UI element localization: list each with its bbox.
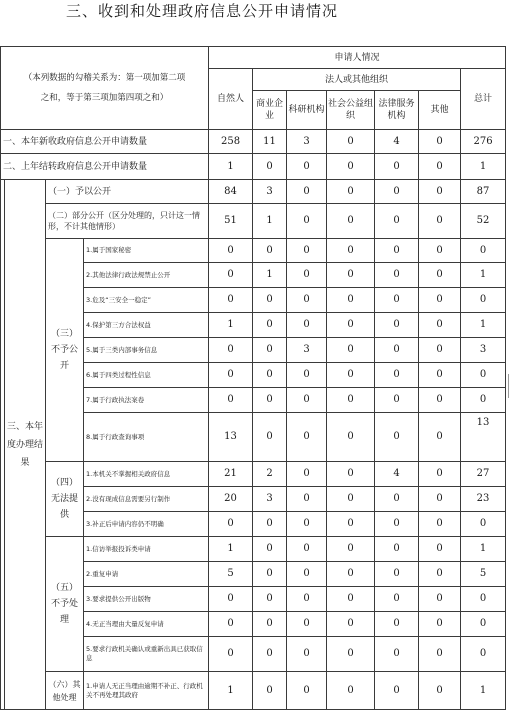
cell-value: 0: [327, 413, 375, 462]
cell-value: 0: [375, 512, 419, 537]
cell-value: 2: [253, 462, 287, 487]
cell-value: 0: [327, 637, 375, 672]
cell-value: 0: [327, 462, 375, 487]
cell-value: 0: [287, 612, 327, 637]
header-col-other: 其他: [419, 91, 461, 130]
cell-value: 0: [253, 154, 287, 180]
cell-value: 0: [461, 587, 506, 612]
cell-value: 1: [209, 537, 253, 562]
cell-value: 0: [461, 388, 506, 413]
cell-value: 0: [375, 487, 419, 512]
table-row: [1, 154, 506, 180]
item-label: 7.属于行政执法案卷: [84, 388, 209, 413]
cell-value: 0: [375, 363, 419, 388]
cell-value: 0: [419, 487, 461, 512]
cell-value: 0: [253, 512, 287, 537]
cell-value: 0: [419, 587, 461, 612]
cell-value: 3: [253, 180, 287, 204]
cell-value: 0: [419, 462, 461, 487]
cell-value: 0: [253, 338, 287, 363]
cell-value: 1: [209, 154, 253, 180]
cell-value: 0: [327, 239, 375, 263]
cell-value: 0: [419, 180, 461, 204]
cell-value: 0: [375, 413, 419, 462]
cell-value: 0: [209, 388, 253, 413]
cell-value: 0: [287, 637, 327, 672]
cell-value: 0: [375, 154, 419, 180]
cell-value: 27: [461, 462, 506, 487]
cell-value: 0: [327, 338, 375, 363]
cell-value: 0: [287, 180, 327, 204]
cell-value: 0: [287, 363, 327, 388]
cell-value: 0: [375, 612, 419, 637]
cell-value: 0: [419, 363, 461, 388]
cell-value: 1: [209, 672, 253, 710]
header-hint: [1, 47, 209, 130]
cell-value: 0: [209, 612, 253, 637]
cell-value: 0: [419, 637, 461, 672]
cell-value: 20: [209, 487, 253, 512]
cell-value: 0: [375, 388, 419, 413]
cell-value: 0: [327, 487, 375, 512]
cell-value: 0: [287, 413, 327, 462]
cell-value: 5: [461, 562, 506, 587]
cell-value: 0: [419, 288, 461, 313]
item-label: 4.保护第三方合法权益: [84, 313, 209, 338]
header-col-business: 商业企业: [253, 91, 287, 130]
cell-value: 0: [461, 288, 506, 313]
cell-value: 0: [253, 388, 287, 413]
cell-value: 0: [419, 512, 461, 537]
cell-value: 5: [209, 562, 253, 587]
cell-value: 0: [327, 263, 375, 288]
cell-value: 0: [419, 239, 461, 263]
cell-value: 11: [253, 130, 287, 154]
cell-value: 0: [253, 239, 287, 263]
cell-value: 0: [419, 263, 461, 288]
cell-value: 0: [461, 512, 506, 537]
cell-value: 0: [375, 180, 419, 204]
cell-value: 0: [287, 512, 327, 537]
item-label: 1.本机关不掌握相关政府信息: [84, 462, 209, 487]
cell-value: 0: [287, 672, 327, 710]
cell-value: 0: [209, 512, 253, 537]
cell-value: 4: [375, 462, 419, 487]
header-hint-line1: （本列数据的勾稽关系为：第一项加第二项: [23, 73, 186, 83]
cell-value: 0: [253, 313, 287, 338]
item-label: 4.无正当理由大量反复申请: [84, 612, 209, 637]
item-label: 1.申请人无正当理由逾期不补正、行政机关不再处理其政府: [84, 672, 209, 710]
table-row: [1, 537, 506, 562]
header-col-research: 科研机构: [287, 91, 327, 130]
group-4-label: （四）无法提供: [46, 462, 84, 537]
cell-value: 0: [375, 313, 419, 338]
cell-value: 51: [209, 204, 253, 239]
cell-value: 1: [461, 313, 506, 338]
cell-value: 0: [287, 587, 327, 612]
cell-value: 0: [253, 637, 287, 672]
cell-value: 1: [461, 263, 506, 288]
cell-value: 0: [461, 239, 506, 263]
cell-value: 0: [253, 537, 287, 562]
cell-value: 1: [461, 537, 506, 562]
cell-value: 0: [419, 388, 461, 413]
cell-value: 21: [209, 462, 253, 487]
cell-value: 0: [375, 239, 419, 263]
table-row: [1, 204, 506, 239]
cell-value: 0: [327, 562, 375, 587]
cell-value: 0: [253, 363, 287, 388]
cell-value: 0: [419, 154, 461, 180]
cell-value: 4: [375, 130, 419, 154]
cell-value: 0: [287, 313, 327, 338]
page-edge-mark: [508, 374, 512, 398]
cell-value: 0: [327, 587, 375, 612]
cell-value: 0: [419, 672, 461, 710]
cell-value: 0: [327, 288, 375, 313]
cell-value: 0: [419, 313, 461, 338]
cell-value: 0: [327, 388, 375, 413]
item-label: 3.危及“三安全一稳定”: [84, 288, 209, 313]
table-row: [1, 462, 506, 487]
cell-value: 0: [375, 288, 419, 313]
header-legal-entity: 法人或其他组织: [253, 69, 461, 91]
cell-value: 0: [419, 562, 461, 587]
group-3-label: （三）不予公开: [46, 239, 84, 462]
cell-value: 1: [253, 263, 287, 288]
cell-value: 1: [209, 313, 253, 338]
cell-value: 276: [461, 130, 506, 154]
cell-value: 0: [287, 263, 327, 288]
cell-value: 3: [287, 338, 327, 363]
cell-value: 3: [253, 487, 287, 512]
group-6-label: （六）其他处理: [46, 672, 84, 710]
cell-value: 0: [375, 338, 419, 363]
table-row: [1, 239, 506, 263]
item-label: 1.属于国家秘密: [84, 239, 209, 263]
cell-value: 0: [253, 413, 287, 462]
cell-value: 0: [419, 537, 461, 562]
cell-value: 0: [375, 263, 419, 288]
cell-value: 0: [253, 587, 287, 612]
cell-value: 13: [209, 413, 253, 462]
cell-value: 0: [253, 288, 287, 313]
row-label: 一、本年新收政府信息公开申请数量: [1, 130, 209, 154]
cell-value: 1: [253, 204, 287, 239]
cell-value: 52: [461, 204, 506, 239]
cell-value: 0: [375, 672, 419, 710]
cell-value: 0: [375, 537, 419, 562]
header-applicant: 申请人情况: [209, 47, 506, 69]
cell-value: 0: [253, 612, 287, 637]
cell-value: 0: [327, 180, 375, 204]
item-label: 3.补正后申请内容仍不明确: [84, 512, 209, 537]
cell-value: 0: [209, 363, 253, 388]
cell-value: 0: [327, 512, 375, 537]
cell-value: 0: [327, 537, 375, 562]
cell-value: 0: [253, 562, 287, 587]
cell-value: 0: [375, 204, 419, 239]
cell-value: 0: [209, 263, 253, 288]
cell-value: 0: [287, 537, 327, 562]
cell-value: 0: [375, 587, 419, 612]
cell-value: 0: [287, 462, 327, 487]
cell-value: 0: [287, 204, 327, 239]
cell-value: 87: [461, 180, 506, 204]
cell-value: 0: [419, 413, 461, 462]
cell-value: 3: [461, 338, 506, 363]
cell-value: 13: [461, 413, 506, 462]
table-row: [1, 180, 506, 204]
cell-value: 258: [209, 130, 253, 154]
item-label: 2.重复申请: [84, 562, 209, 587]
item-label: 2.没有现成信息需要另行制作: [84, 487, 209, 512]
group-5-label: （五）不予处理: [46, 537, 84, 672]
cell-value: 0: [209, 338, 253, 363]
cell-value: 0: [287, 154, 327, 180]
cell-value: 0: [327, 612, 375, 637]
cell-value: 0: [287, 487, 327, 512]
cell-value: 0: [461, 612, 506, 637]
cell-value: 0: [419, 204, 461, 239]
cell-value: 0: [419, 612, 461, 637]
item-label: 3.要求提供公开出版物: [84, 587, 209, 612]
cell-value: 0: [375, 637, 419, 672]
header-natural-person: 自然人: [209, 69, 253, 130]
row-label: （一）予以公开: [46, 180, 209, 204]
cell-value: 0: [375, 562, 419, 587]
cell-value: 0: [287, 562, 327, 587]
cell-value: 0: [327, 130, 375, 154]
cell-value: 0: [287, 288, 327, 313]
row-label: （二）部分公开（区分处理的，只计这一情形，不计其他情形）: [46, 204, 209, 239]
cell-value: 0: [287, 239, 327, 263]
cell-value: 0: [461, 637, 506, 672]
cell-value: 0: [253, 672, 287, 710]
item-label: 5.属于三类内部事务信息: [84, 338, 209, 363]
foia-statistics-table: [0, 46, 506, 710]
header-total: 总计: [461, 69, 506, 130]
row-label: 二、上年结转政府信息公开申请数量: [1, 154, 209, 180]
header-col-legal-service: 法律服务机构: [375, 91, 419, 130]
page-title: 三、收到和处理政府信息公开申请情况: [66, 2, 339, 20]
item-label: 2.其他法律行政法规禁止公开: [84, 263, 209, 288]
cell-value: 0: [327, 204, 375, 239]
cell-value: 0: [287, 388, 327, 413]
item-label: 1.信访举报投诉类申请: [84, 537, 209, 562]
table-row: [1, 672, 506, 710]
header-hint-line2: 之和，等于第三项加第四项之和）: [40, 93, 169, 103]
header-col-public-welfare: 社会公益组织: [327, 91, 375, 130]
cell-value: 0: [209, 637, 253, 672]
cell-value: 0: [327, 313, 375, 338]
cell-value: 84: [209, 180, 253, 204]
cell-value: 23: [461, 487, 506, 512]
cell-value: 3: [287, 130, 327, 154]
cell-value: 1: [461, 154, 506, 180]
cell-value: 0: [209, 288, 253, 313]
table-row: [1, 130, 506, 154]
cell-value: 0: [419, 130, 461, 154]
cell-value: 0: [327, 363, 375, 388]
item-label: 8.属于行政查询事项: [84, 413, 209, 462]
cell-value: 0: [209, 239, 253, 263]
section-3-label: 三、本年度办理结果: [5, 180, 46, 710]
cell-value: 0: [327, 154, 375, 180]
cell-value: 0: [461, 363, 506, 388]
cell-value: 0: [209, 587, 253, 612]
item-label: 5.要求行政机关确认或重新出具已获取信息: [84, 637, 209, 672]
cell-value: 0: [327, 672, 375, 710]
item-label: 6.属于四类过程性信息: [84, 363, 209, 388]
cell-value: 0: [419, 338, 461, 363]
cell-value: 1: [461, 672, 506, 710]
